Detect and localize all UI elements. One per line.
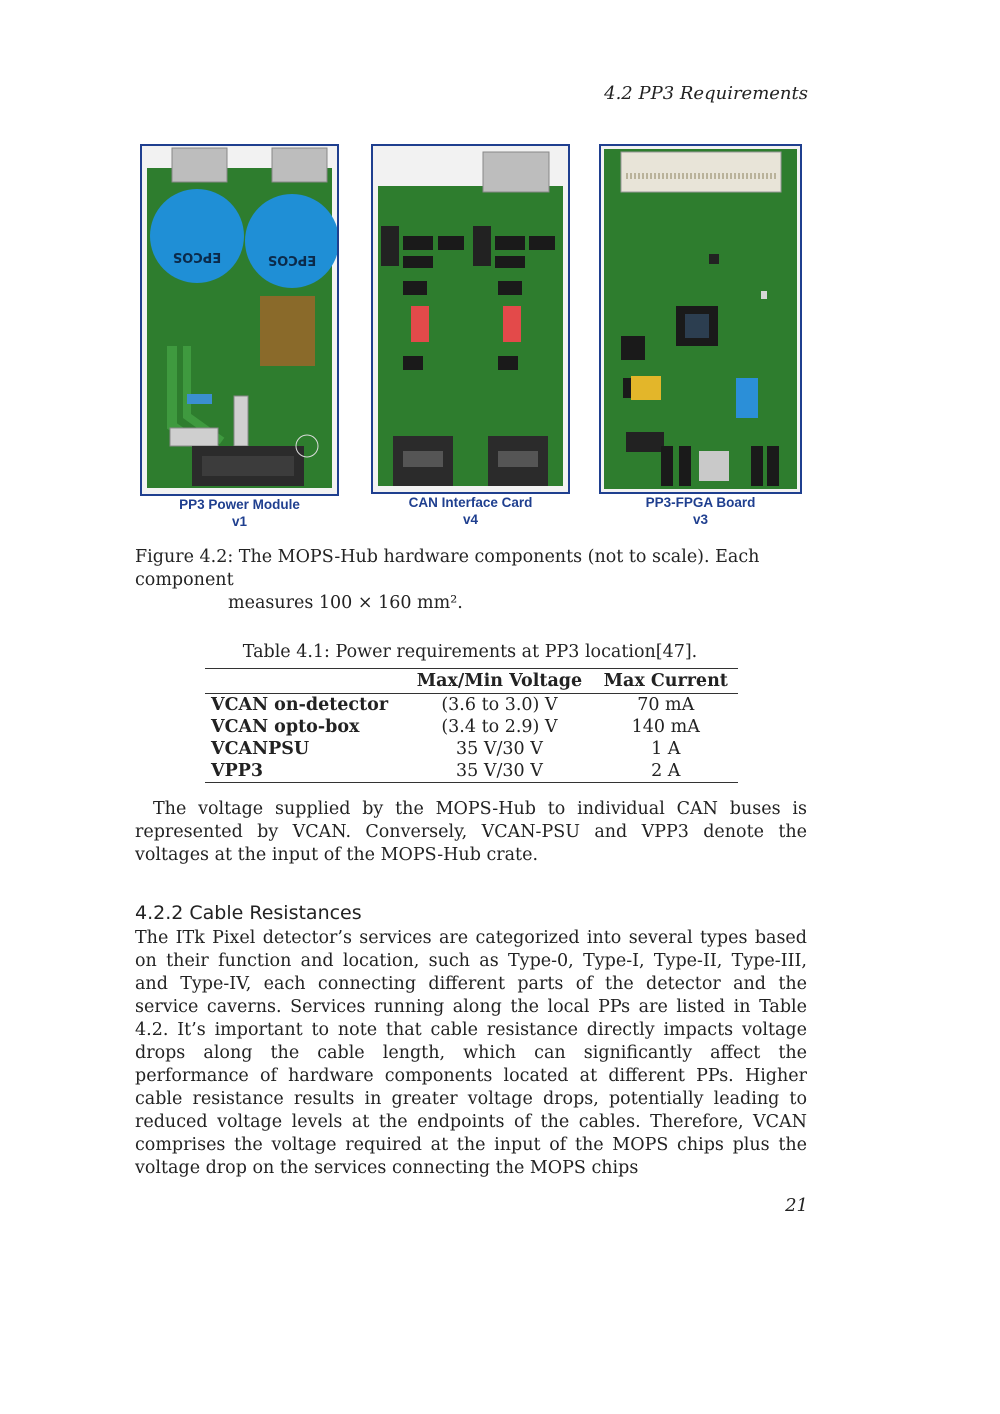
running-head: 4.2 PP3 Requirements xyxy=(604,83,808,104)
table-header-row xyxy=(205,669,738,694)
table-row xyxy=(205,694,738,717)
row-voltage: 35 V/30 V xyxy=(456,739,543,759)
row-voltage: (3.4 to 2.9) V xyxy=(441,717,558,737)
fpga-board-title: PP3-FPGA Board xyxy=(645,495,756,510)
can-interface-title: CAN Interface Card xyxy=(408,495,533,510)
power-module-version: v1 xyxy=(231,514,248,529)
table-row xyxy=(205,738,738,760)
table-header-blank xyxy=(205,669,405,694)
paragraph-cable-resistances: The ITk Pixel detector’s services are categorized into several types based on their function and location, such as Type-0, Type-I, Type-II, Type-III, and Type-IV, each connecting different parts of the detector and the service caverns. Services running along the local PPs are listed in Table 4.2. It’s important to note that cable resistance directly impacts voltage drops along the cable length, which can significantly affect the performance of hardware components located at different PPs. Higher cable resistance results in greater voltage drops, potentially leading to reduced voltage levels at the endpoints of the cables. Therefore, VCAN comprises the voltage required at the input of the MOPS chips plus the voltage drop on the services connecting the MOPS chips xyxy=(135,928,807,1178)
row-current: 70 mA xyxy=(637,695,695,715)
row-voltage: 35 V/30 V xyxy=(405,760,593,783)
can-interface-board-drawing xyxy=(373,146,568,492)
capacitor-label-2: EPCOS xyxy=(267,252,317,267)
fpga-board-drawing xyxy=(601,146,800,492)
power-module-board-drawing xyxy=(142,146,337,494)
fpga-board-photo xyxy=(599,144,802,494)
capacitor-label-1: EPCOS xyxy=(172,249,222,264)
power-requirements-table xyxy=(205,668,738,783)
fpga-board-version: v3 xyxy=(692,512,709,527)
figure-4-2 xyxy=(0,0,1000,540)
fpga-board-label xyxy=(599,494,802,528)
can-interface-label xyxy=(371,494,570,528)
paragraph-vcan: The voltage supplied by the MOPS-Hub to individual CAN buses is represented by VCAN. Conversely, VCAN-PSU and VPP3 denote the voltages at the input of the MOPS-Hub crate. xyxy=(135,799,807,865)
figure-caption xyxy=(135,546,807,615)
row-current: 2 A xyxy=(594,760,738,783)
table-row xyxy=(205,716,738,738)
power-module-label xyxy=(140,496,339,530)
figure-caption-line1: Figure 4.2: The MOPS-Hub hardware components (not to scale). Each component xyxy=(135,547,760,590)
can-interface-version: v4 xyxy=(462,512,479,527)
power-module-photo xyxy=(140,144,339,496)
row-name: VPP3 xyxy=(205,760,405,783)
can-interface-photo xyxy=(371,144,570,494)
table-row xyxy=(205,760,738,783)
table-caption: Table 4.1: Power requirements at PP3 location[47]. xyxy=(242,642,698,662)
figure-caption-line2: measures 100 × 160 mm². xyxy=(228,593,463,613)
section-title: 4.2.2 Cable Resistances xyxy=(135,902,362,924)
row-voltage: (3.6 to 3.0) V xyxy=(441,695,558,715)
row-current: 140 mA xyxy=(631,717,700,737)
row-current: 1 A xyxy=(651,739,681,759)
power-module-title: PP3 Power Module xyxy=(179,497,300,512)
row-name: VCANPSU xyxy=(211,739,310,759)
table-header-voltage: Max/Min Voltage xyxy=(405,669,593,694)
page-number: 21 xyxy=(785,1195,808,1216)
row-name: VCAN opto-box xyxy=(211,717,360,737)
row-name: VCAN on-detector xyxy=(211,695,389,715)
table-header-current: Max Current xyxy=(594,669,738,694)
